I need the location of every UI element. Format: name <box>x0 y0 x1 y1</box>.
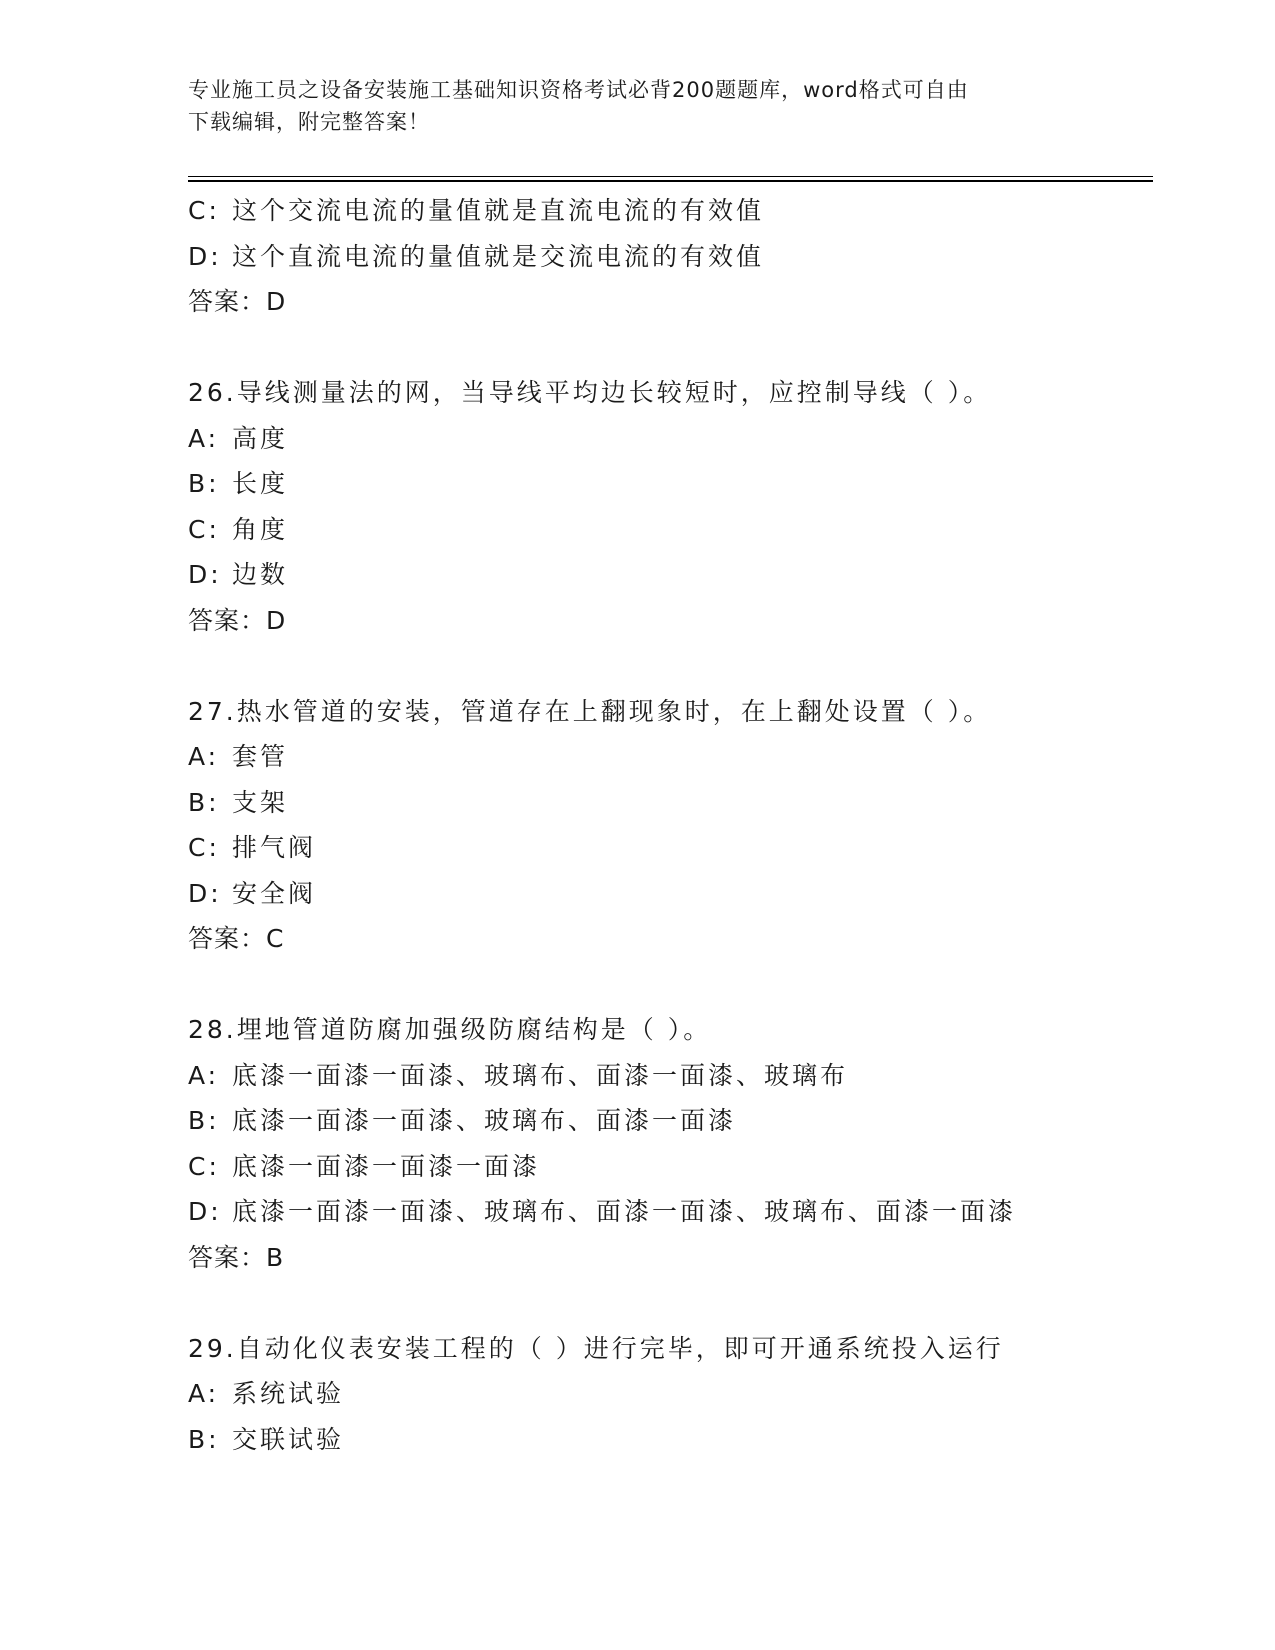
option-row <box>188 461 1153 507</box>
document-header <box>188 74 1088 138</box>
option-prefix: B: <box>188 787 220 817</box>
question-stem: 28.埋地管道防腐加强级防腐结构是（ ）。 <box>188 1015 712 1044</box>
option-prefix: A: <box>188 423 220 453</box>
option-text: 底漆一面漆一面漆、玻璃布、面漆一面漆、玻璃布 <box>232 1060 849 1090</box>
option-text: 这个交流电流的量值就是直流电流的有效值 <box>232 196 765 225</box>
option-text: 底漆一面漆一面漆、玻璃布、面漆一面漆 <box>232 1106 737 1135</box>
option-row <box>188 552 1153 598</box>
option-text: 排气阀 <box>232 833 317 862</box>
option-row <box>188 871 1153 917</box>
option-row <box>188 416 1153 462</box>
answer-line: 答案：D <box>188 605 287 635</box>
option-prefix: B: <box>188 1424 220 1454</box>
option-prefix: D: <box>188 560 222 589</box>
option-prefix: B: <box>188 469 220 498</box>
option-row <box>188 1053 1153 1099</box>
option-row <box>188 780 1153 826</box>
option-text: 边数 <box>232 560 289 589</box>
option-prefix: A: <box>188 742 220 771</box>
option-row <box>188 507 1153 553</box>
question-stem: 29.自动化仪表安装工程的（ ）进行完毕，即可开通系统投入运行 <box>188 1333 1004 1363</box>
option-prefix: D: <box>188 1197 222 1226</box>
option-row <box>188 1144 1153 1190</box>
option-prefix: A: <box>188 1060 220 1090</box>
option-row <box>188 1371 1153 1417</box>
question-stem: 27.热水管道的安装，管道存在上翻现象时，在上翻处设置（ ）。 <box>188 696 992 726</box>
option-prefix: C: <box>188 514 220 544</box>
option-text: 支架 <box>232 787 289 817</box>
option-prefix: A: <box>188 1379 220 1408</box>
option-prefix: C: <box>188 196 220 225</box>
header-rule-thin <box>188 176 1153 177</box>
option-row <box>188 188 1153 234</box>
option-text: 安全阀 <box>232 878 317 908</box>
option-row <box>188 1417 1153 1463</box>
question-list <box>188 188 1153 1462</box>
option-row <box>188 734 1153 780</box>
option-text: 交联试验 <box>232 1424 345 1454</box>
option-text: 套管 <box>232 742 289 771</box>
option-row <box>188 1098 1153 1144</box>
header-rule-thick <box>188 180 1153 182</box>
option-row <box>188 825 1153 871</box>
option-prefix: D: <box>188 241 222 271</box>
option-prefix: C: <box>188 1151 220 1181</box>
option-text: 角度 <box>232 514 289 544</box>
option-prefix: B: <box>188 1106 220 1135</box>
answer-line: 答案：D <box>188 287 287 316</box>
header-line-2: 下载编辑，附完整答案！ <box>188 110 430 134</box>
option-row <box>188 1189 1153 1235</box>
question-stem: 26.导线测量法的网，当导线平均边长较短时，应控制导线（ ）。 <box>188 378 992 407</box>
answer-line: 答案：C <box>188 924 285 953</box>
option-text: 系统试验 <box>232 1379 345 1408</box>
answer-line: 答案：B <box>188 1242 285 1272</box>
option-prefix: C: <box>188 833 220 862</box>
option-text: 这个直流电流的量值就是交流电流的有效值 <box>232 241 765 271</box>
option-text: 长度 <box>232 469 289 498</box>
option-text: 底漆一面漆一面漆、玻璃布、面漆一面漆、玻璃布、面漆一面漆 <box>232 1197 1017 1226</box>
header-line-1: 专业施工员之设备安装施工基础知识资格考试必背200题题库，word格式可自由 <box>188 78 969 102</box>
option-prefix: D: <box>188 878 222 908</box>
option-text: 高度 <box>232 423 289 453</box>
option-row <box>188 234 1153 280</box>
option-text: 底漆一面漆一面漆一面漆 <box>232 1151 541 1181</box>
